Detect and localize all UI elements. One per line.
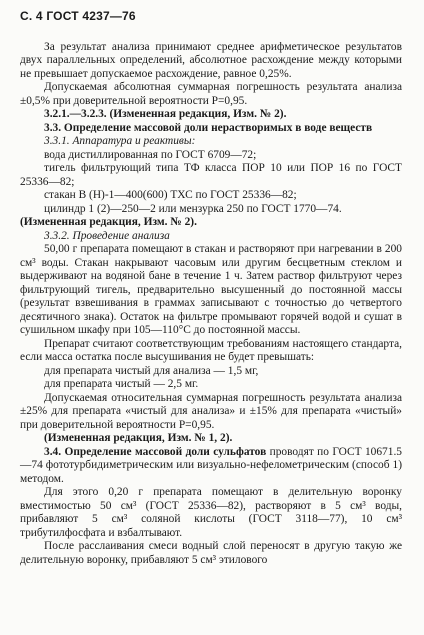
- section-3-3-1-heading: 3.3.1. Аппаратура и реактивы:: [44, 135, 196, 147]
- paragraph-separation: После расслаивания смеси водный слой переносят в другую такую же делительную воронку, прибавляют 5 см³ этилового: [20, 540, 402, 566]
- page-header: С. 4 ГОСТ 4237—76: [20, 9, 136, 23]
- section-3-3-2-heading: 3.3.2. Проведение анализа: [44, 229, 170, 242]
- paragraph-procedure: 50,00 г препарата помещают в стакан и растворяют при нагревании в 200 см³ воды. Стакан накрывают часовым или другим бесцветным стеклом и выдерживают на водяной бане в течение 1 ч. Затем раствор фильтруют через фильтрующий тигель, предварительно высушенный до постоянной массы (результат взвешивания в граммах записывают с точностью до четвертого десятичного знака). Остаток на фильтре промывают горячей водой и сушат в сушильном шкафу при 105—110°С до постоянной массы.: [20, 243, 402, 336]
- item-beaker: стакан В (Н)-1—400(600) ТХС по ГОСТ 25336—82;: [44, 189, 297, 201]
- amendment-note-2: (Измененная редакция, Изм. № 2).: [20, 216, 197, 228]
- section-3-4-text: проводят по ГОСТ 10671.5—74 фототурбидиметрическим или визуально-нефелометрическим (способ 1) методом.: [20, 445, 402, 485]
- item-water: вода дистиллированная по ГОСТ 6709—72;: [44, 148, 257, 161]
- amendment-note-3: (Измененная редакция, Изм. № 1, 2).: [44, 432, 233, 444]
- section-3-4-heading: 3.4. Определение массовой доли сульфатов: [44, 445, 267, 458]
- limit-analysis-grade: для препарата чистый для анализа — 1,5 мг,: [44, 364, 259, 377]
- paragraph-sample-prep: Для этого 0,20 г препарата помещают в делительную воронку вместимостью 50 см³ (ГОСТ 25336—82), растворяют в 5 см³ воды, прибавляют 5 см³ соляной кислоты (ГОСТ 3118—77), 10 см³ трибутилфосфата и взбалтывают.: [20, 486, 402, 539]
- paragraph-compliance: Препарат считают соответствующим требованиям настоящего стандарта, если масса остатка после высушивания не будет превышать:: [20, 337, 402, 363]
- item-crucible: тигель фильтрующий типа ТФ класса ПОР 10 или ПОР 16 по ГОСТ 25336—82;: [20, 162, 402, 188]
- section-3-4-paragraph: [20, 446, 402, 487]
- limit-pure-grade: для препарата чистый — 2,5 мг.: [44, 378, 199, 390]
- paragraph-result: За результат анализа принимают среднее арифметическое результатов двух параллельных определений, абсолютное расхождение между которыми не превышает допускаемое расхождение, равное 0,25%.: [20, 40, 402, 80]
- item-cylinder: цилиндр 1 (2)—250—2 или мензурка 250 по ГОСТ 1770—74.: [44, 202, 342, 215]
- paragraph-relative-error: Допускаемая относительная суммарная погрешность результата анализа ±25% для препарата «чистый для анализа» и ±15% для препарата «чистый» при доверительной вероятности P=0,95.: [20, 391, 402, 431]
- paragraph-error: Допускаемая абсолютная суммарная погрешность результата анализа ±0,5% при доверительной вероятности P=0,95.: [20, 81, 402, 107]
- amendment-note-1: 3.2.1.—3.2.3. (Измененная редакция, Изм. № 2).: [44, 108, 287, 120]
- section-3-3-heading: 3.3. Определение массовой доли нерастворимых в воде веществ: [44, 121, 373, 134]
